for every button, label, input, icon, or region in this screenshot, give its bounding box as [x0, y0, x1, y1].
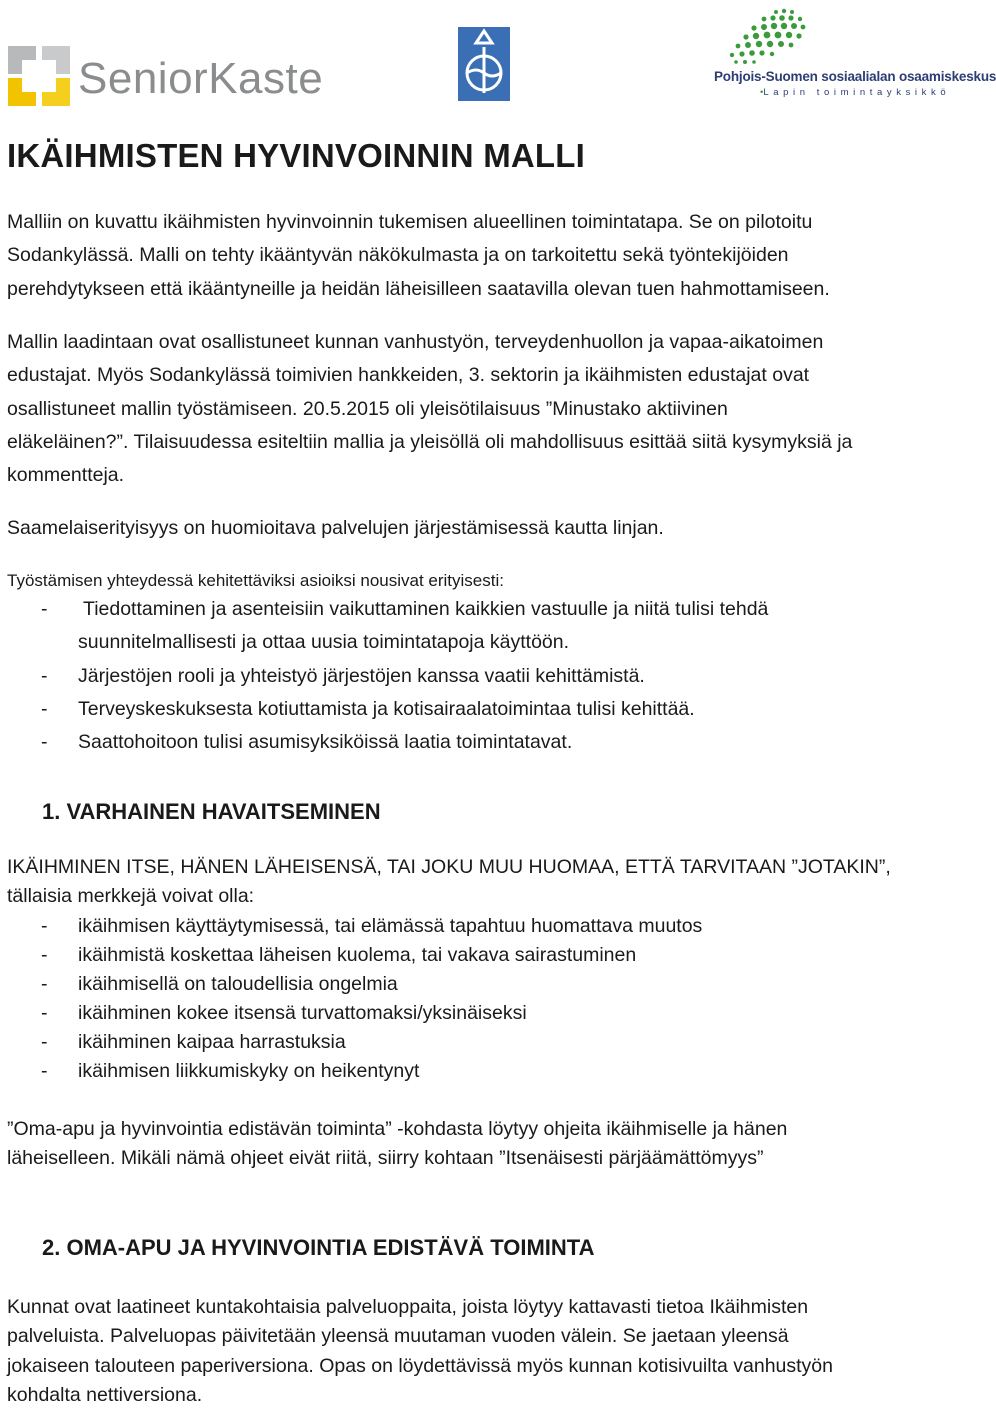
list-item-text: ikäihmisen liikkumiskyky on heikentynyt [78, 1060, 420, 1083]
list-item [7, 941, 702, 970]
participants-line: edustajat. Myös Sodankylässä toimivien hankkeiden, 3. sektorin ja ikäihmisten edustajat ovat [7, 364, 810, 387]
section2-heading: 2. OMA-APU JA HYVINVOINTIA EDISTÄVÄ TOIMINTA [42, 1235, 595, 1260]
psos-unit-text: Lapin toimintayksikkö [763, 87, 951, 98]
section2-paragraph [7, 1293, 833, 1410]
participants-line: kommentteja. [7, 464, 125, 487]
sami-paragraph: Saamelaiserityisyys on huomioitava palvelujen järjestämisessä kautta linjan. [7, 517, 664, 539]
dash-bullet: - [41, 915, 48, 937]
section1-note [7, 1115, 787, 1174]
list-item-text: ikäihmisen käyttäytymisessä, tai elämässä tapahtuu huomattava muutos [78, 915, 703, 937]
section1-lead-line: tällaisia merkkejä voivat olla: [7, 885, 255, 908]
participants-paragraph [7, 326, 852, 492]
dash-bullet: - [41, 944, 48, 967]
list-item [7, 660, 768, 693]
dash-bullet: - [41, 664, 48, 687]
list-item [7, 1057, 702, 1086]
seniorikaste-logo [6, 42, 338, 108]
dash-bullet: - [41, 697, 48, 720]
section1-lead-line: IKÄIHMINEN ITSE, HÄNEN LÄHEISENSÄ, TAI JOKU MUU HUOMAA, ETTÄ TARVITAAN ”JOTAKIN”, [7, 856, 891, 878]
psos-name: Pohjois-Suomen sosiaalialan osaamiskeskus [714, 69, 996, 84]
intro-line: Malliin on kuvattu ikäihmisten hyvinvoinnin tukemisen alueellinen toimintatapa. Se on pilotoitu [7, 211, 813, 233]
list-item [7, 970, 702, 999]
section2-line: jokaiseen talouteen paperiversiona. Opas on löydettävissä myös kunnan kotisivuilta vanhustyön [7, 1354, 833, 1377]
list-item [7, 912, 702, 941]
list-item-text: Tiedottaminen ja asenteisiin vaikuttaminen kaikkien vastuulle ja niitä tulisi tehdä [83, 598, 769, 620]
section2-line: kohdalta nettiversiona. [7, 1383, 203, 1406]
section1-heading: 1. VARHAINEN HAVAITSEMINEN [42, 799, 381, 824]
dash-bullet: - [41, 731, 48, 754]
list-item [7, 726, 768, 759]
list-item-text: Saattohoitoon tulisi asumisyksiköissä laatia toimintatavat. [78, 731, 573, 754]
intro-line: Sodankylässä. Malli on tehty ikääntyvän näkökulmasta ja on tarkoitettu sekä työntekijöiden [7, 244, 789, 267]
list-item [7, 693, 768, 726]
participants-line: osallistuneet mallin työstämiseen. 20.5.2015 oli yleisötilaisuus ”Minustako aktiivinen [7, 397, 728, 420]
development-heading: Työstämisen yhteydessä kehitettäviksi asioiksi nousivat erityisesti: [7, 571, 504, 590]
psos-bullet: • [760, 87, 764, 98]
list-item-text: ikäihmisellä on taloudellisia ongelmia [78, 973, 398, 996]
section2-line: palveluista. Palveluopas päivitetään yleensä muutaman vuoden välein. Se jaetaan yleensä [7, 1325, 789, 1348]
church-logo-icon [458, 27, 510, 101]
participants-line: Mallin laadintaan ovat osallistuneet kunnan vanhustyön, terveydenhuollon ja vapaa-aikatoimen [7, 331, 824, 353]
psos-unit [760, 87, 950, 98]
document-title: IKÄIHMISTEN HYVINVOINNIN MALLI [7, 137, 586, 174]
list-item [7, 999, 702, 1028]
dots-pattern-icon [724, 8, 810, 66]
list-item [7, 1028, 702, 1057]
development-list [7, 593, 768, 759]
dash-bullet: - [41, 598, 48, 620]
section1-lead [7, 853, 891, 912]
participants-line: eläkeläinen?”. Tilaisuudessa esiteltiin mallia ja yleisöllä oli mahdollisuus esittää siitä kysymyksiä ja [7, 430, 853, 453]
psos-logo [712, 8, 996, 98]
list-item-text: ikäihminen kokee itsensä turvattomaksi/yksinäiseksi [78, 1002, 527, 1025]
intro-paragraph [7, 206, 830, 306]
section2-line: Kunnat ovat laatineet kuntakohtaisia palveluoppaita, joista löytyy kattavasti tietoa Ikäihmisten [7, 1296, 809, 1318]
section1-note-line: läheiselleen. Mikäli nämä ohjeet eivät riitä, siirry kohtaan ”Itsenäisesti pärjäämättömyys” [7, 1147, 764, 1170]
dash-bullet: - [41, 1031, 48, 1054]
list-item-text: ikäihminen kaipaa harrastuksia [78, 1031, 346, 1054]
dash-bullet: - [41, 1060, 48, 1083]
dash-bullet: - [41, 1002, 48, 1025]
seniorikaste-wordmark: SeniorKaste [78, 54, 324, 103]
list-item-text: ikäihmistä koskettaa läheisen kuolema, tai vakava sairastuminen [78, 944, 637, 967]
signs-list [7, 912, 702, 1087]
dash-bullet: - [41, 973, 48, 996]
section1-note-line: ”Oma-apu ja hyvinvointia edistävän toiminta” -kohdasta löytyy ohjeita ikäihmiselle ja hänen [7, 1118, 788, 1140]
list-item-text: Terveyskeskuksesta kotiuttamista ja kotisairaalatoimintaa tulisi kehittää. [78, 697, 695, 720]
seniorikaste-mark-icon [6, 42, 72, 108]
list-item [7, 593, 768, 660]
intro-line: perehdytykseen että ikääntyneille ja heidän läheisilleen saatavilla olevan tuen hahmottamiseen. [7, 277, 830, 300]
list-item-text: Järjestöjen rooli ja yhteistyö järjestöjen kanssa vaatii kehittämistä. [78, 664, 645, 687]
list-item-continuation: suunnitelmallisesti ja ottaa uusia toimintatapoja käyttöön. [78, 631, 570, 654]
